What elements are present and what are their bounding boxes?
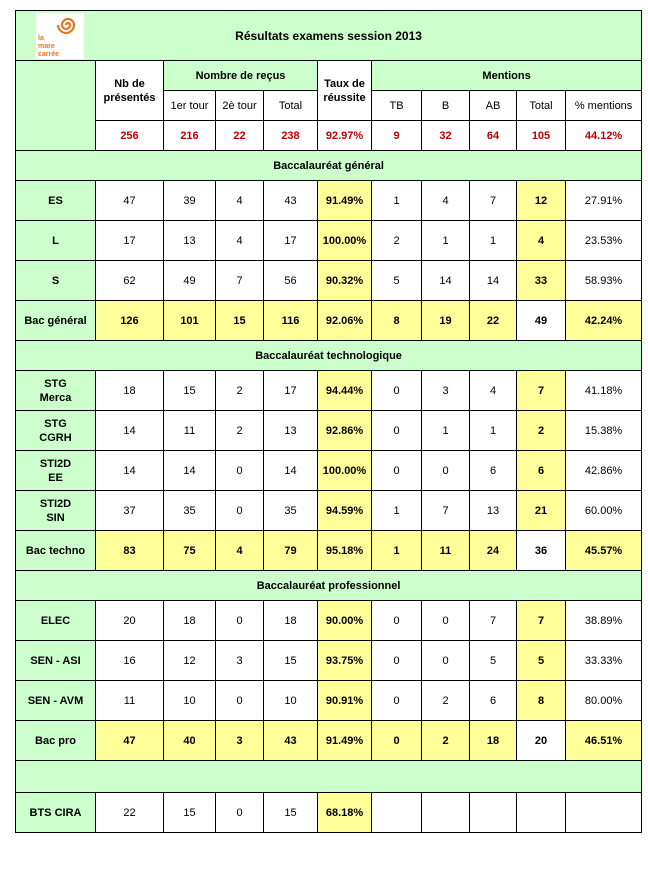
table-cell: 41.18% [566,371,642,411]
table-cell: 15 [264,641,318,681]
table-cell: 2 [372,221,422,261]
table-cell: 7 [422,491,470,531]
table-cell: 0 [422,641,470,681]
row-label [16,411,96,451]
table-cell: 7 [470,601,517,641]
table-cell: 23.53% [566,221,642,261]
table-cell: 35 [264,491,318,531]
spacer-row [16,761,642,793]
table-cell: 22 [96,793,164,833]
table-cell: 6 [517,451,566,491]
table-cell: 0 [422,601,470,641]
section-header-row [16,341,642,371]
table-cell: 91.49% [318,181,372,221]
header-mentions-total: Total [517,91,566,121]
table-cell: 90.00% [318,601,372,641]
table-cell: 90.32% [318,261,372,301]
table-cell: 20 [96,601,164,641]
table-cell: 4 [216,181,264,221]
total-cell: 91.49% [318,721,372,761]
table-cell: 2 [422,681,470,721]
table-cell [566,793,642,833]
table-cell: 15 [164,371,216,411]
table-cell: 1 [470,411,517,451]
table-cell: 56 [264,261,318,301]
table-row [16,411,642,451]
total-cell: 42.24% [566,301,642,341]
logo-line-2: mare [38,43,55,50]
table-cell: 18 [96,371,164,411]
table-cell: 0 [372,681,422,721]
table-cell: 100.00% [318,451,372,491]
total-cell: 49 [517,301,566,341]
table-cell [470,793,517,833]
row-label-line: SEN - AVM [27,694,84,707]
table-cell: 0 [372,601,422,641]
table-cell: 5 [372,261,422,301]
row-label-line: ELEC [40,614,71,627]
table-cell: 49 [164,261,216,301]
total-cell: 92.06% [318,301,372,341]
header-taux [318,61,372,121]
row-label [16,601,96,641]
page-title: Résultats examens session 2013 [235,28,422,43]
row-label-line: STI2D [39,457,72,470]
row-label-line: S [51,274,60,287]
total-label: Bac général [16,301,96,341]
total-cell: 1 [372,531,422,571]
table-cell: 18 [264,601,318,641]
table-cell: 2 [517,411,566,451]
table-cell: 17 [264,371,318,411]
section-total-row [16,301,642,341]
table-cell: 62 [96,261,164,301]
table-cell: 12 [164,641,216,681]
table-cell: 10 [164,681,216,721]
total-cell: 79 [264,531,318,571]
row-label: BTS CIRA [16,793,96,833]
total-cell: 8 [372,301,422,341]
overall-cell: 22 [216,121,264,151]
table-cell: 3 [216,641,264,681]
total-cell: 43 [264,721,318,761]
total-cell: 36 [517,531,566,571]
table-cell: 12 [517,181,566,221]
table-cell: 13 [164,221,216,261]
row-label-line: ES [48,194,63,207]
table-cell: 0 [372,371,422,411]
total-cell: 20 [517,721,566,761]
header-tour2: 2è tour [216,91,264,121]
table-cell: 0 [216,681,264,721]
table-cell: 4 [422,181,470,221]
total-cell: 3 [216,721,264,761]
logo-line-3: carrée [38,51,60,58]
results-table [15,10,642,833]
section-title: Baccalauréat professionnel [16,571,642,601]
table-cell: 5 [517,641,566,681]
total-cell: 126 [96,301,164,341]
table-cell [422,793,470,833]
table-cell: 7 [517,371,566,411]
row-label [16,491,96,531]
header-tour1: 1er tour [164,91,216,121]
table-cell: 94.59% [318,491,372,531]
row-label-line: STG [44,377,67,390]
row-label [16,181,96,221]
table-cell: 2 [216,371,264,411]
table-cell [517,793,566,833]
table-cell: 15.38% [566,411,642,451]
table-row [16,601,642,641]
total-cell: 24 [470,531,517,571]
bts-row [16,793,642,833]
table-cell: 60.00% [566,491,642,531]
logo [36,13,84,59]
table-cell: 6 [470,681,517,721]
table-row [16,181,642,221]
table-cell: 4 [216,221,264,261]
overall-cell: 216 [164,121,216,151]
row-label-line: CGRH [39,431,72,444]
table-row [16,491,642,531]
table-row [16,371,642,411]
row-label-line: L [52,234,59,247]
header-pct-mentions: % mentions [566,91,642,121]
total-cell: 0 [372,721,422,761]
table-cell: 33.33% [566,641,642,681]
table-cell: 14 [264,451,318,491]
table-cell: 15 [264,793,318,833]
row-label-line: SEN - ASI [30,654,81,667]
table-cell: 14 [164,451,216,491]
overall-cell: 105 [517,121,566,151]
header-b: B [422,91,470,121]
overall-cell: 44.12% [566,121,642,151]
table-cell: 18 [164,601,216,641]
total-label: Bac pro [16,721,96,761]
row-label-line: SIN [46,511,65,524]
total-label: Bac techno [16,531,96,571]
table-cell: 14 [470,261,517,301]
table-cell: 0 [216,793,264,833]
table-cell: 92.86% [318,411,372,451]
row-label-line: Merca [39,391,72,404]
table-cell: 0 [372,641,422,681]
table-cell: 1 [422,411,470,451]
table-row [16,261,642,301]
table-cell: 5 [470,641,517,681]
total-cell: 15 [216,301,264,341]
total-cell: 22 [470,301,517,341]
table-cell: 47 [96,181,164,221]
section-title: Baccalauréat général [16,151,642,181]
overall-row [16,121,642,151]
total-cell: 45.57% [566,531,642,571]
total-cell: 75 [164,531,216,571]
row-label-line: STI2D [39,497,72,510]
table-cell: 6 [470,451,517,491]
header-nb-presentes-line2: présentés [103,91,156,104]
table-cell: 4 [517,221,566,261]
overall-cell: 256 [96,121,164,151]
table-cell: 0 [422,451,470,491]
table-cell: 39 [164,181,216,221]
overall-cell: 32 [422,121,470,151]
table-cell: 21 [517,491,566,531]
row-label [16,261,96,301]
table-cell: 43 [264,181,318,221]
table-cell: 94.44% [318,371,372,411]
table-cell: 14 [96,451,164,491]
table-cell: 1 [470,221,517,261]
table-row [16,221,642,261]
table-cell: 37 [96,491,164,531]
header-tb: TB [372,91,422,121]
table-cell: 17 [264,221,318,261]
header-taux-line1: Taux de [324,77,365,90]
table-cell: 13 [470,491,517,531]
table-cell: 0 [216,451,264,491]
table-row [16,451,642,491]
overall-cell: 9 [372,121,422,151]
table-cell: 100.00% [318,221,372,261]
table-cell: 2 [216,411,264,451]
row-label [16,221,96,261]
table-cell: 10 [264,681,318,721]
total-cell: 4 [216,531,264,571]
overall-cell: 64 [470,121,517,151]
table-cell: 0 [216,601,264,641]
row-label [16,641,96,681]
table-cell: 13 [264,411,318,451]
total-cell: 19 [422,301,470,341]
table-cell: 11 [164,411,216,451]
overall-cell: 238 [264,121,318,151]
table-cell: 11 [96,681,164,721]
table-cell: 14 [96,411,164,451]
table-cell: 80.00% [566,681,642,721]
row-label-line: STG [44,417,67,430]
section-title: Baccalauréat technologique [16,341,642,371]
total-cell: 83 [96,531,164,571]
table-cell [372,793,422,833]
table-row [16,681,642,721]
table-cell: 0 [372,411,422,451]
results-sheet [15,10,641,833]
overall-cell: 92.97% [318,121,372,151]
table-cell: 27.91% [566,181,642,221]
table-cell: 15 [164,793,216,833]
row-label [16,451,96,491]
total-cell: 11 [422,531,470,571]
table-cell: 33 [517,261,566,301]
header-nb-presentes [96,61,164,121]
table-cell: 0 [372,451,422,491]
table-cell: 7 [517,601,566,641]
table-cell: 14 [422,261,470,301]
title-cell [16,11,642,61]
row-label [16,371,96,411]
table-cell: 38.89% [566,601,642,641]
total-cell: 101 [164,301,216,341]
table-cell: 17 [96,221,164,261]
total-cell: 95.18% [318,531,372,571]
table-cell: 7 [216,261,264,301]
header-nombre-recus: Nombre de reçus [164,61,318,91]
table-cell: 42.86% [566,451,642,491]
header-taux-line2: réussite [323,91,366,104]
table-cell: 90.91% [318,681,372,721]
total-cell: 40 [164,721,216,761]
header-total: Total [264,91,318,121]
logo-line-1: la [38,35,44,42]
table-cell: 58.93% [566,261,642,301]
spiral-logo-icon [36,13,84,59]
row-label-line: EE [48,471,63,484]
table-cell: 1 [372,491,422,531]
table-cell: 1 [372,181,422,221]
header-ab: AB [470,91,517,121]
total-cell: 116 [264,301,318,341]
header-corner [16,61,96,151]
table-cell: 35 [164,491,216,531]
table-cell: 7 [470,181,517,221]
total-cell: 2 [422,721,470,761]
total-cell: 47 [96,721,164,761]
header-mentions: Mentions [372,61,642,91]
table-cell: 93.75% [318,641,372,681]
section-total-row [16,531,642,571]
table-cell: 4 [470,371,517,411]
table-cell: 8 [517,681,566,721]
total-cell: 46.51% [566,721,642,761]
table-cell: 3 [422,371,470,411]
section-header-row [16,571,642,601]
total-cell: 18 [470,721,517,761]
row-label [16,681,96,721]
table-cell: 1 [422,221,470,261]
section-header-row [16,151,642,181]
section-total-row [16,721,642,761]
table-row [16,641,642,681]
spacer-cell [16,761,642,793]
table-cell: 16 [96,641,164,681]
header-nb-presentes-line1: Nb de [114,77,145,90]
table-cell: 68.18% [318,793,372,833]
table-cell: 0 [216,491,264,531]
